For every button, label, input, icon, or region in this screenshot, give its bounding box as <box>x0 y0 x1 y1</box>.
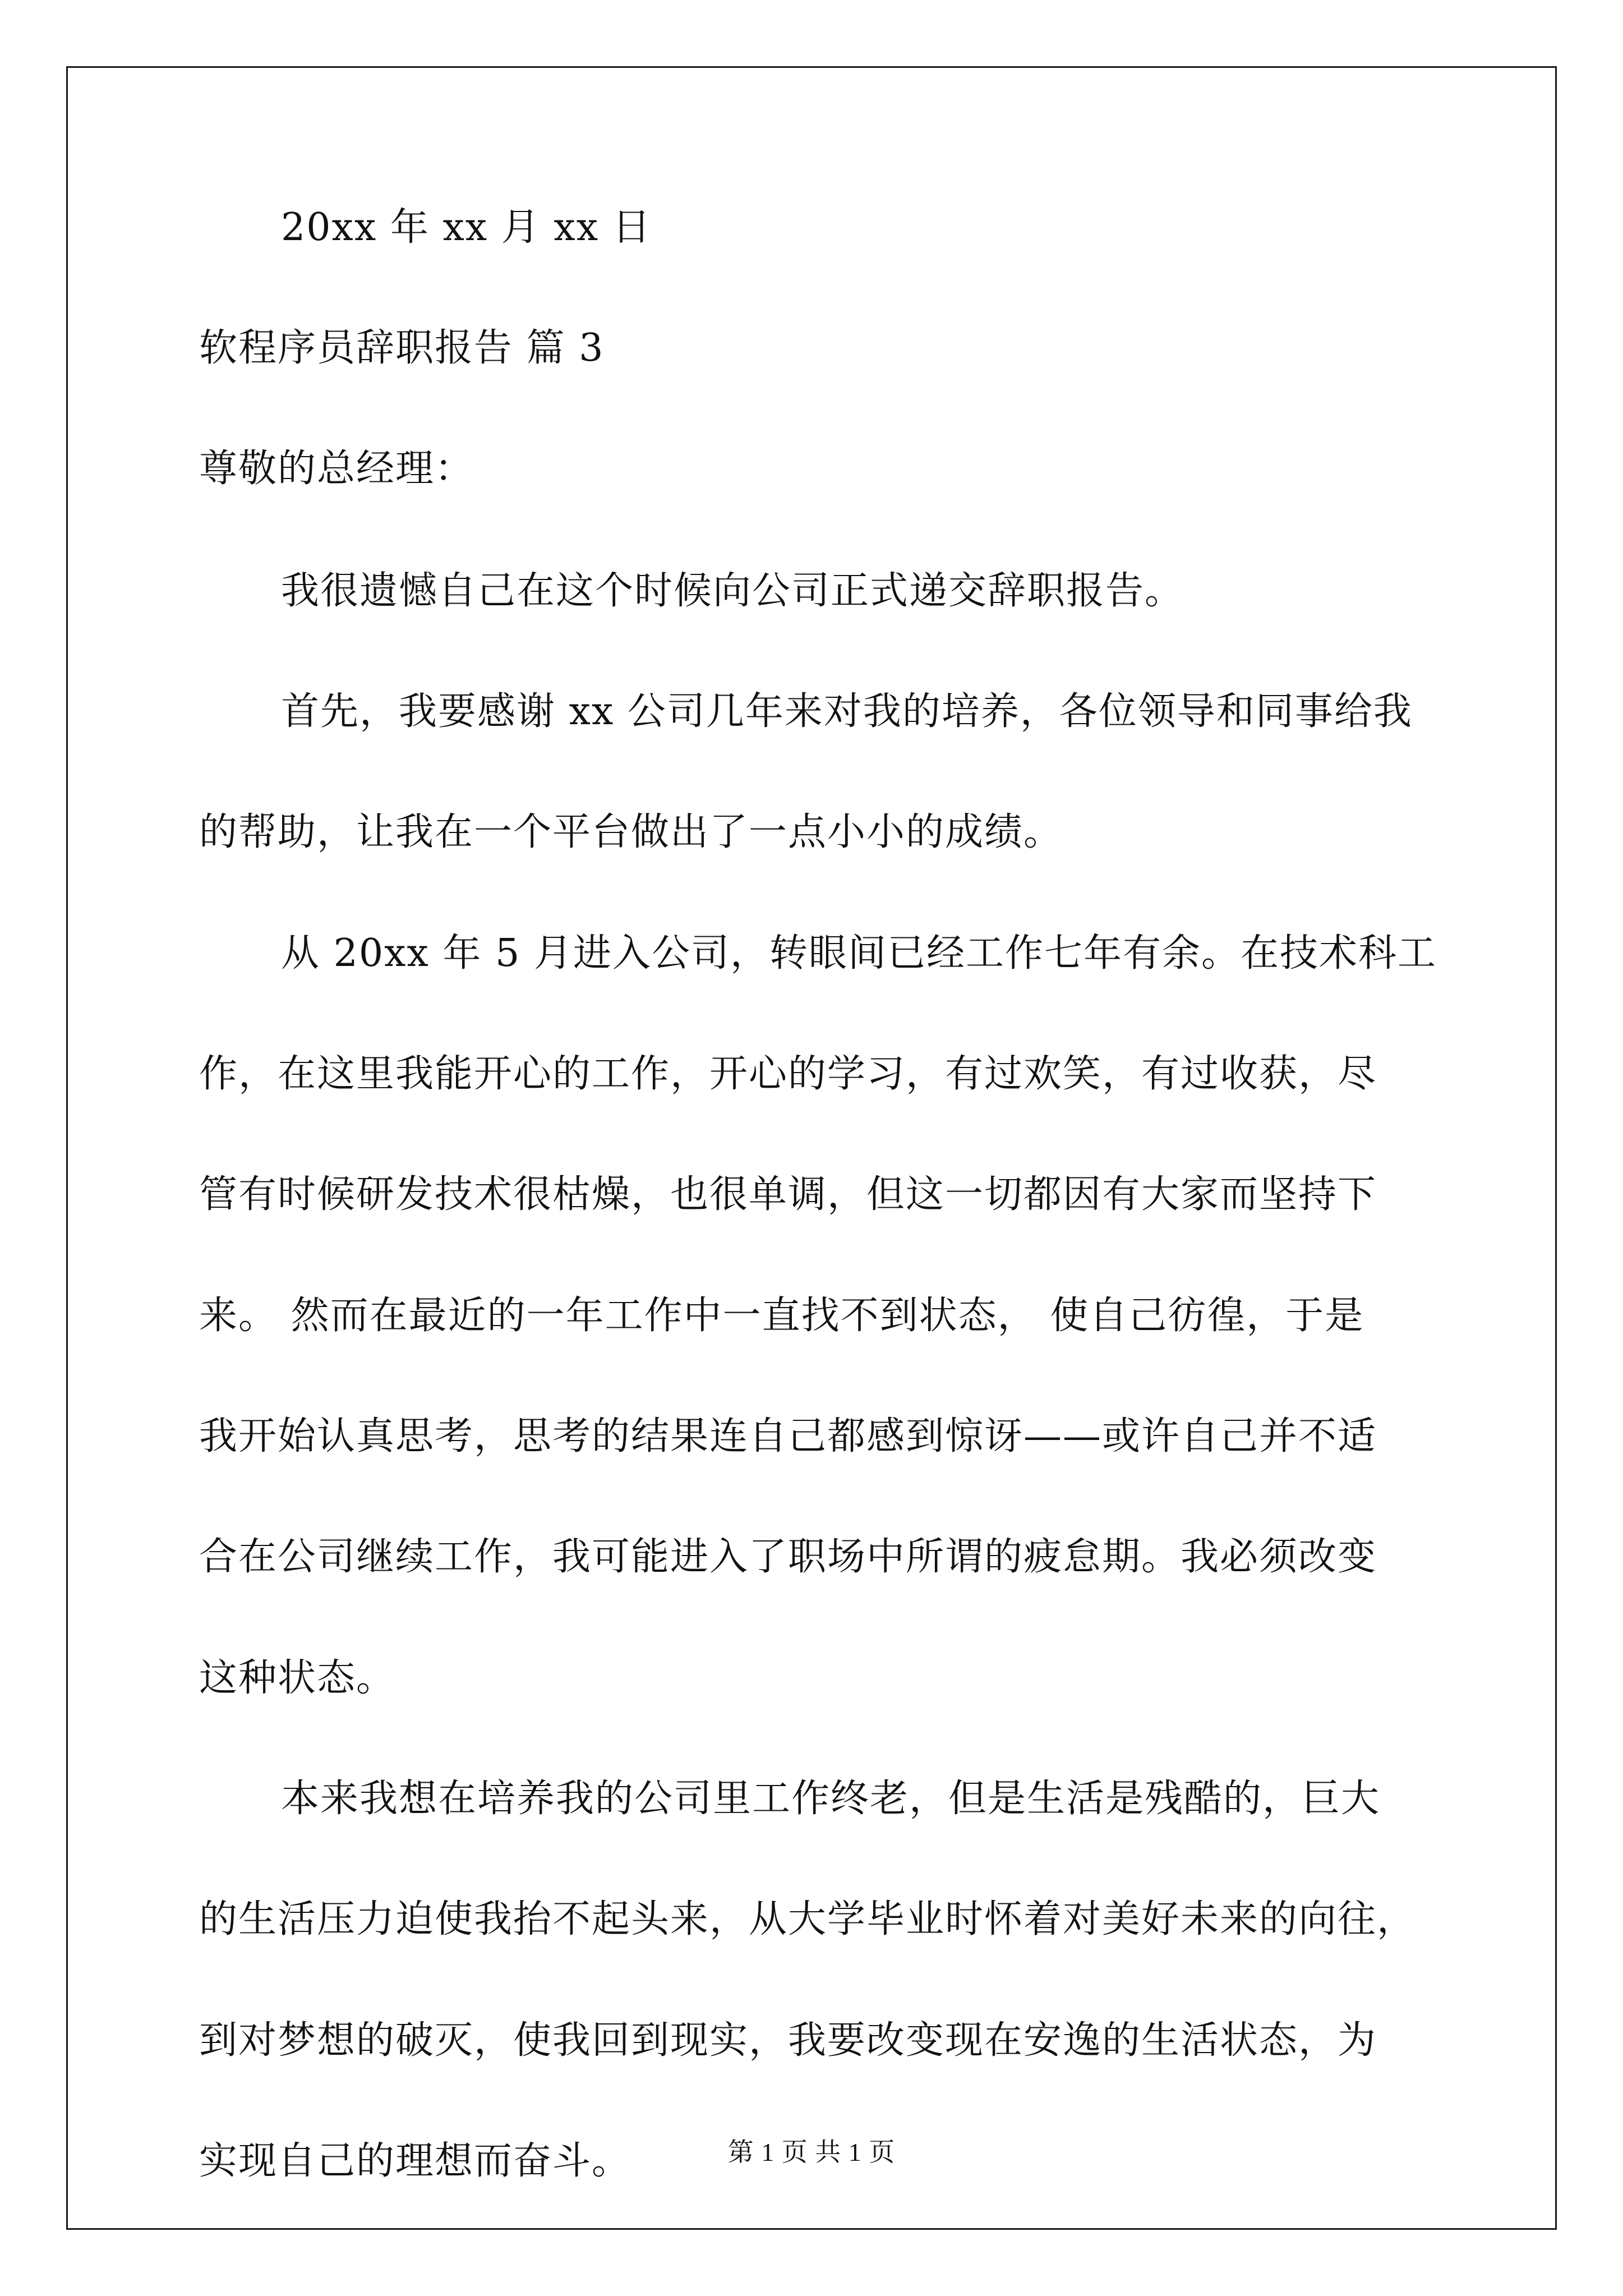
paragraph-line: 的帮助，让我在一个平台做出了一点小小的成绩。 <box>199 810 1063 854</box>
paragraph-line: 实现自己的理想而奋斗。 <box>199 2139 631 2183</box>
salutation: 尊敬的总经理： <box>199 447 474 491</box>
paragraph-line: 本来我想在培养我的公司里工作终老，但是生活是残酷的，巨大 <box>281 1777 1381 1821</box>
paragraph-line: 到对梦想的破灭，使我回到现实，我要改变现在安逸的生活状态，为 <box>199 2018 1377 2063</box>
paragraph-line: 这种状态。 <box>199 1656 396 1700</box>
paragraph-line: 我开始认真思考，思考的结果连自己都感到惊讶——或许自己并不适 <box>199 1414 1377 1458</box>
paragraph-line: 从 20xx 年 5 月进入公司，转眼间已经工作七年有余。在技术科工 <box>281 931 1437 976</box>
date-line: 20xx 年 xx 月 xx 日 <box>281 205 652 250</box>
paragraph-line: 首先，我要感谢 xx 公司几年来对我的培养，各位领导和同事给我 <box>281 689 1413 734</box>
paragraph-line: 来。 然而在最近的一年工作中一直找不到状态， 使自己彷徨，于是 <box>199 1294 1364 1338</box>
section-title: 软程序员辞职报告 篇 3 <box>199 326 605 370</box>
paragraph-line: 合在公司继续工作，我可能进入了职场中所谓的疲怠期。我必须改变 <box>199 1535 1377 1579</box>
paragraph-line: 我很遗憾自己在这个时候向公司正式递交辞职报告。 <box>281 569 1184 613</box>
paragraph-line: 管有时候研发技术很枯燥，也很单调，但这一切都因有大家而坚持下 <box>199 1172 1377 1217</box>
paragraph-line: 作，在这里我能开心的工作，开心的学习，有过欢笑，有过收获，尽 <box>199 1052 1377 1096</box>
paragraph-line: 的生活压力迫使我抬不起头来，从大学毕业时怀着对美好未来的向往， <box>199 1897 1417 1941</box>
page-footer: 第 1 页 共 1 页 <box>727 2138 896 2166</box>
